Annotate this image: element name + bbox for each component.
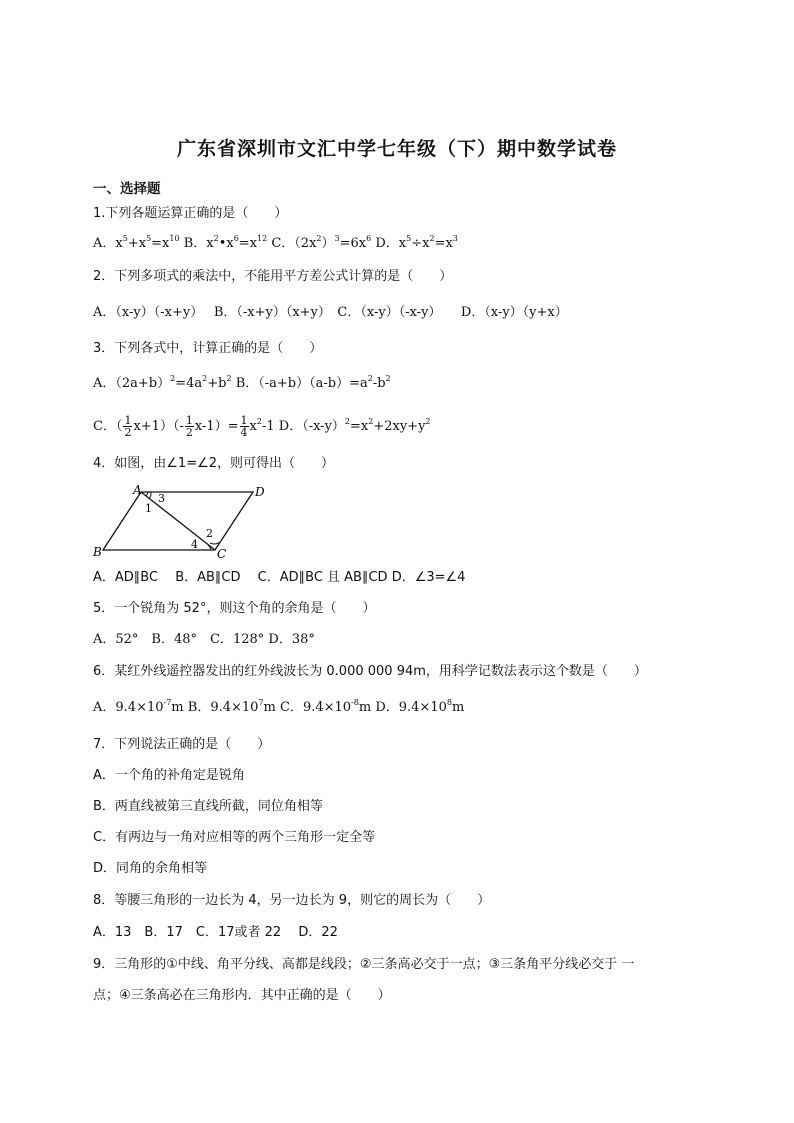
question-1-options: A．$x^5+x^5=x^{10}$ B．$x^2•x^6=x^{12}$ C．$(2x^2)^3=6x^6$ D．$x^5\div x^2=x^3$ xyxy=(93,234,458,251)
question-3-options-cd: C．（ $\frac{1}{2}$ x+1）（- $\frac{1}{2}$ x-1）= $\frac{1}{4}$ $x^2-1$ D．$(-x-y)^2=x^2+2xy+y^2$ xyxy=(93,414,431,439)
question-2-options: A．（x-y）（-x+y） B．（-x+y）（x+y） C．（x-y）（-x-y） D．（x-y）（y+x） xyxy=(93,305,568,320)
question-6-options: A．$9.4\times 10^{-7}m$ B．$9.4\times 10^7m$ C．$9.4\times 10^{-8}m$ D．$9.4\times 10^8m$ xyxy=(93,698,465,715)
question-9-line-1: 9．三角形的①中线、角平分线、高都是线段；②三条高必交于一点；③三条角平分线必交于 一 xyxy=(93,957,635,972)
page-title: 广东省深圳市文汇中学七年级（下）期中数学试卷 xyxy=(176,138,617,160)
question-6-stem: 6．某红外线遥控器发出的红外线波长为 0.000 000 94m，用科学记数法表示这个数是（ ） xyxy=(93,664,647,679)
question-3-options-ab: A．$(2a+b)^2=4a^2+b^2$ B．$(-a+b)(a-b)=a^2-b^2$ xyxy=(93,374,391,391)
parallelogram-figure xyxy=(93,482,273,560)
section-heading: 一、选择题 xyxy=(93,181,161,197)
figure-label-d: D xyxy=(255,485,265,499)
question-4-options: A．AD∥BC B．AB∥CD C．AD∥BC 且 AB∥CD D．∠3=∠4 xyxy=(93,570,466,585)
fraction: $\frac{1}{4}$ xyxy=(240,414,248,439)
question-8-stem: 8．等腰三角形的一边长为 4，另一边长为 9，则它的周长为（ ） xyxy=(93,893,491,908)
question-3-stem: 3．下列各式中，计算正确的是（ ） xyxy=(93,341,323,356)
question-8-options: A．13 B．17 C．17或者 22 D．22 xyxy=(93,925,338,940)
question-5-options: A．52° B．48° C．128° D．38° xyxy=(93,632,315,647)
figure-label-b: B xyxy=(93,545,102,559)
angle-label-1: 1 xyxy=(145,502,152,515)
angle-label-3: 3 xyxy=(158,492,165,505)
fraction: $\frac{1}{2}$ xyxy=(124,414,132,439)
question-2-stem: 2．下列多项式的乘法中，不能用平方差公式计算的是（ ） xyxy=(93,269,453,284)
question-7-option-a: A．一个角的补角定是锐角 xyxy=(93,768,245,783)
question-1-stem: 1.下列各题运算正确的是（ ） xyxy=(93,206,288,221)
question-4-stem: 4．如图，由∠1=∠2，则可得出（ ） xyxy=(93,456,335,471)
angle-label-2: 2 xyxy=(206,527,213,540)
fraction: $\frac{1}{2}$ xyxy=(185,414,193,439)
figure-label-c: C xyxy=(217,547,227,560)
question-9-line-2: 点；④三条高必在三角形内．其中正确的是（ ） xyxy=(93,988,391,1003)
question-7-option-d: D．同角的余角相等 xyxy=(93,861,208,876)
question-7-stem: 7．下列说法正确的是（ ） xyxy=(93,737,271,752)
figure-label-a: A xyxy=(133,483,142,497)
question-5-stem: 5．一个锐角为 52°，则这个角的余角是（ ） xyxy=(93,601,376,616)
angle-label-4: 4 xyxy=(191,538,198,551)
question-7-option-c: C．有两边与一角对应相等的两个三角形一定全等 xyxy=(93,830,376,845)
question-7-option-b: B．两直线被第三直线所截，同位角相等 xyxy=(93,799,323,814)
